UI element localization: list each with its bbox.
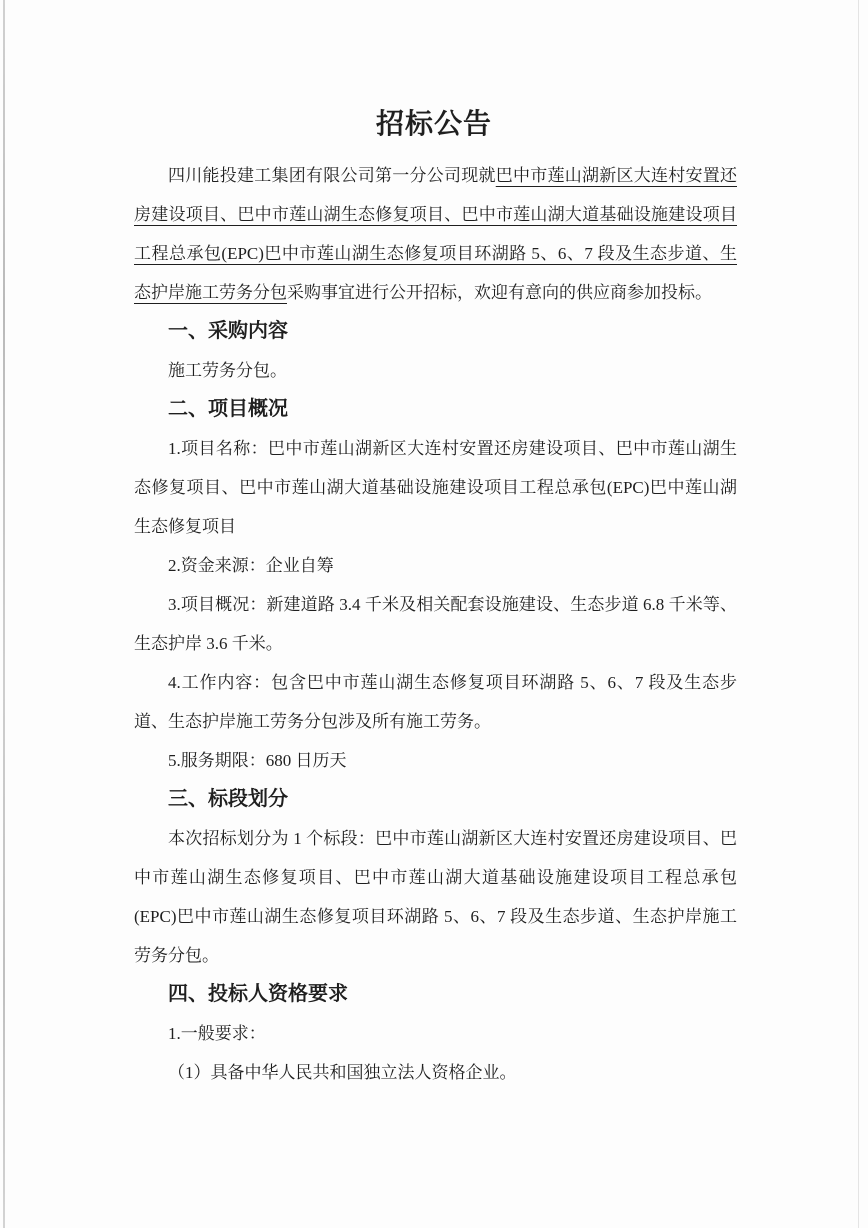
bid-section-division-paragraph: 本次招标划分为 1 个标段：巴中市莲山湖新区大连村安置还房建设项目、巴中市莲山湖生态修复项目、巴中市莲山湖大道基础设施建设项目工程总承包(EPC)巴中市莲山湖生态修复项目环湖路 5、6、7 段及生态步道、生态护岸施工劳务分包。 [134,829,737,965]
scan-edge-artifact-left [3,0,5,1228]
intro-underlined-project-names: 巴中市莲山湖新区大连村安置还房建设项目、巴中市莲山湖生态修复项目、巴中市莲山湖大道基础设施建设项目工程总承包(EPC)巴中市莲山湖生态修复项目环湖路 5、6、7 段及生态步道、生态护岸施工劳务分包 [134,166,737,302]
work-content-item: 4.工作内容：包含巴中市莲山湖生态修复项目环湖路 5、6、7 段及生态步道、生态护岸施工劳务分包涉及所有施工劳务。 [134,673,737,731]
project-name-item: 1.项目名称：巴中市莲山湖新区大连村安置还房建设项目、巴中市莲山湖生态修复项目、巴中市莲山湖大道基础设施建设项目工程总承包(EPC)巴中莲山湖生态修复项目 [134,439,737,536]
section-heading-bidder-qualification: 四、投标人资格要求 [168,983,348,1005]
funding-source-item: 2.资金来源：企业自筹 [168,556,334,575]
document-body [134,156,737,1092]
service-period-item: 5.服务期限：680 日历天 [168,751,347,770]
section-heading-project-overview: 二、项目概况 [168,398,288,420]
scan-edge-artifact-right [858,0,859,1228]
intro-suffix-text: 采购事宜进行公开招标，欢迎有意向的供应商参加投标。 [287,283,712,302]
section-heading-procurement-content: 一、采购内容 [168,320,288,342]
intro-prefix-text: 四川能投建工集团有限公司第一分公司现就 [168,166,496,185]
page-title: 招标公告 [375,108,492,139]
procurement-content-paragraph: 施工劳务分包。 [168,361,287,380]
intro-paragraph [134,156,737,312]
general-requirements-item: 1.一般要求： [168,1024,266,1043]
section-heading-bid-section-division: 三、标段划分 [168,788,288,810]
legal-person-requirement-item: （1）具备中华人民共和国独立法人资格企业。 [168,1063,517,1082]
project-profile-item: 3.项目概况：新建道路 3.4 千米及相关配套设施建设、生态步道 6.8 千米等、生态护岸 3.6 千米。 [134,595,737,653]
